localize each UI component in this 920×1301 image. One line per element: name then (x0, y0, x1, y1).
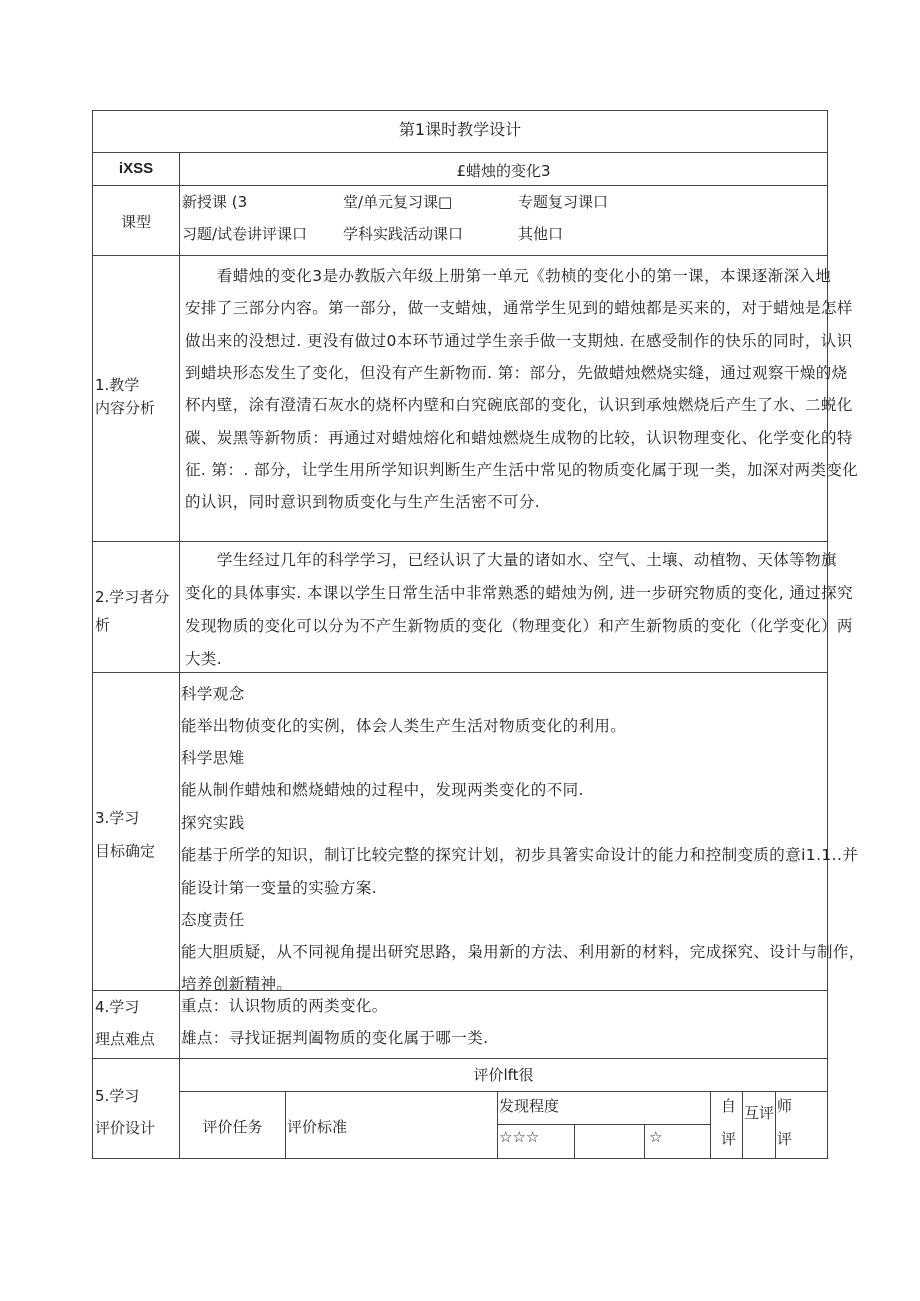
text-line: 学生经过几年的科学学习，已经认识了大量的诸如水、空气、土壤、动植物、天体等物旗 (185, 551, 837, 569)
content-analysis-label-cell (92, 255, 180, 542)
text-line: 重点：认识物质的两类变化。 (181, 997, 388, 1015)
learner-analysis-body (179, 541, 853, 673)
stars-mid-cell (574, 1124, 645, 1159)
key-points-label: 理点难点 (95, 1030, 156, 1048)
text-line: 能设计第一变量的实验方案. (181, 879, 378, 897)
text-line: 发现物质的变化可以分为不产生新物质的变化（物理变化）和产生新物质的变化（化学变化）两 (185, 617, 853, 635)
eval-task-cell (179, 1091, 286, 1159)
text-line: 做出来的没想过. 更没有做过0本环节通过学生亲手做一支期烛. 在感受制作的快乐的同时，认识 (185, 332, 853, 350)
self-eval-header: 评 (721, 1130, 737, 1148)
objectives-label: 3.学习 (95, 809, 140, 827)
peer-eval-cell (742, 1091, 776, 1159)
course-type-option[interactable]: 专题复习课口 (518, 193, 609, 211)
text-line: 培养创新精神。 (181, 975, 293, 993)
lesson-label: iXSS (118, 160, 154, 177)
star-rating-low: ☆ (649, 1128, 663, 1146)
self-eval-cell (710, 1091, 743, 1159)
evaluation-header: 评价lft很 (473, 1066, 534, 1084)
eval-standard-header: 评价标准 (287, 1118, 348, 1136)
text-line: 到蜡块形态发生了变化，但没有产生新物而. 第：部分，先做蜡烛燃烧实缝，通过观察干燥的烧 (185, 364, 848, 382)
evaluation-label: 评价设计 (95, 1119, 156, 1137)
text-line: 大类. (185, 650, 223, 668)
text-line: 科学观念 (181, 685, 245, 703)
course-type-option[interactable]: 堂/单元复习课□ (343, 193, 453, 211)
objectives-label-cell (92, 672, 180, 991)
text-line: 能从制作蜡烛和燃烧蜡烛的过程中，发现两类变化的不同. (181, 781, 584, 799)
course-type-label-cell (92, 185, 180, 256)
title-cell (92, 110, 828, 153)
text-line: 态度责任 (181, 911, 245, 929)
key-points-label-cell (92, 990, 180, 1059)
course-type-options (179, 185, 828, 256)
eval-standard-cell (285, 1091, 498, 1159)
lesson-label-cell (92, 152, 180, 186)
course-type-option[interactable]: 学科实践活动课口 (343, 225, 464, 243)
eval-degree-header: 发现程度 (499, 1097, 560, 1115)
teacher-eval-header: 师 (777, 1097, 793, 1115)
text-line: 探究实践 (181, 814, 245, 832)
course-type-option[interactable]: 新授课 (3 (182, 193, 248, 211)
evaluation-label-cell (92, 1058, 180, 1159)
eval-degree-cell (497, 1091, 711, 1125)
evaluation-header-cell (179, 1058, 828, 1092)
text-line: 杯内壁，涂有澄清石灰水的烧杯内壁和白究碗底部的变化，认识到承烛燃烧后产生了水、二蜕化 (185, 396, 853, 414)
stars-low-cell (644, 1124, 711, 1159)
teacher-eval-cell (775, 1091, 828, 1159)
peer-eval-header: 互评 (744, 1104, 775, 1122)
course-type-option[interactable]: 习题/试卷讲评课口 (182, 225, 308, 243)
lesson-name: £蜡烛的变化3 (456, 162, 551, 180)
text-line: 能举出物侦变化的实例，体会人类生产生活对物质变化的利用。 (181, 717, 627, 735)
text-line: 征. 第：. 部分，让学生用所学知识判断生产生活中常见的物质变化属于现一类，加深对两类变化 (185, 461, 859, 479)
content-analysis-body (179, 255, 859, 542)
evaluation-label: 5.学习 (95, 1087, 140, 1105)
stars-high-cell (497, 1124, 575, 1159)
objectives-label: 目标确定 (95, 842, 156, 860)
text-line: 能基于所学的知识，制订比较完整的探究计划，初步具箸实命设计的能力和控制变质的意i1.1..并 (181, 846, 859, 864)
star-rating-high: ☆☆☆ (499, 1128, 540, 1146)
text-line: 科学思雉 (181, 749, 245, 767)
text-line: 碳、炭黑等新物质：再通过对蜡烛熔化和蜡烛燃烧生成物的比较，认识物理变化、化学变化的特 (185, 429, 853, 447)
course-type-option[interactable]: 其他口 (518, 225, 564, 243)
text-line: 看蜡烛的变化3是办教版六年级上册第一单元《勃桢的变化小的第一课，本课逐渐深入地 (185, 267, 832, 285)
self-eval-header: 自 (721, 1097, 737, 1115)
learner-analysis-label: 2.学习者分 (95, 588, 170, 606)
text-line: 安排了三部分内容。第一部分，做一支蜡烛，通常学生见到的蜡烛都是买来的，对于蜡烛是怎样 (185, 299, 853, 317)
text-line: 的认识，同时意识到物质变化与生产生活密不可分. (185, 493, 541, 511)
text-line: 雄点：寻找证据判阖物质的变化属于哪一类. (181, 1029, 489, 1047)
learner-analysis-label-cell (92, 541, 180, 673)
key-points-label: 4.学习 (95, 998, 140, 1016)
key-points-body (179, 990, 828, 1059)
eval-task-header: 评价任务 (202, 1118, 263, 1136)
learner-analysis-label: 析 (95, 616, 111, 634)
text-line: 变化的具体事实. 本课以学生日常生活中非常熟悉的蜡烛为例, 进一步研究物质的变化, 通过探究 (185, 584, 853, 602)
page-title: 第1课时教学设计 (398, 120, 522, 139)
course-type-label: 课型 (120, 213, 151, 231)
content-analysis-label: 1.教学 (95, 376, 140, 394)
lesson-name-cell (179, 152, 828, 186)
text-line: 能大胆质疑，从不同视角提出研究思路，枭用新的方法、利用新的材料，完成探究、设计与制作， (181, 943, 865, 961)
teacher-eval-header: 评 (777, 1130, 793, 1148)
content-analysis-label: 内容分析 (95, 399, 156, 417)
objectives-body (179, 672, 865, 993)
